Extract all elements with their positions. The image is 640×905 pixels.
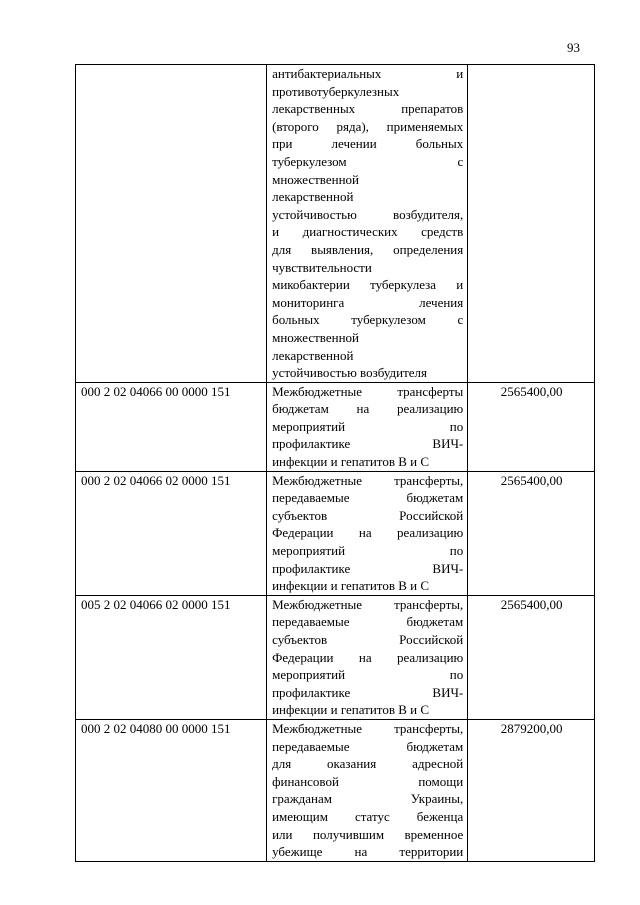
- description-line: устойчивостью возбудителя: [272, 365, 428, 381]
- description-line: мониторинга лечения: [272, 294, 464, 310]
- description-line: профилактике ВИЧ-: [272, 560, 464, 576]
- description-line: финансовой помощи: [272, 773, 464, 789]
- description-line: лекарственной: [272, 189, 354, 205]
- description-line: мероприятий по: [272, 543, 464, 559]
- description-line: противотуберкулезных: [272, 83, 400, 99]
- description-line: для оказания адресной: [272, 756, 464, 772]
- description-line: Федерации на реализацию: [272, 525, 464, 541]
- description-line: инфекции и гепатитов В и С: [272, 578, 430, 594]
- budget-classification-code: 005 2 02 04066 02 0000 151: [76, 595, 267, 719]
- description-line: лекарственной: [272, 347, 354, 363]
- description-line: и диагностических средств: [272, 224, 464, 240]
- description-line: бюджетам на реализацию: [272, 401, 464, 417]
- amount-value: 2565400,00: [468, 382, 595, 471]
- amount-value: [468, 65, 595, 383]
- description-line: передаваемые бюджетам: [272, 738, 464, 754]
- description-line: передаваемые бюджетам: [272, 490, 464, 506]
- description-line: (второго ряда), применяемых: [272, 118, 464, 134]
- table-row: [76, 65, 595, 383]
- description-line: больных туберкулезом с: [272, 312, 464, 328]
- table-row: [76, 595, 595, 719]
- description-line: субъектов Российской: [272, 507, 464, 523]
- budget-classification-code: 000 2 02 04066 00 0000 151: [76, 382, 267, 471]
- revenue-description: [267, 65, 468, 383]
- description-line: множественной: [272, 329, 360, 345]
- budget-revenue-table: [75, 64, 595, 862]
- budget-classification-code: 000 2 02 04080 00 0000 151: [76, 719, 267, 861]
- description-line: множественной: [272, 171, 360, 187]
- description-line: устойчивостью возбудителя,: [272, 206, 464, 222]
- description-line: субъектов Российской: [272, 632, 464, 647]
- description-line: мероприятий по: [272, 667, 464, 683]
- description-line: имеющим статус беженца: [272, 808, 464, 824]
- description-line: лекарственных препаратов: [272, 101, 464, 117]
- description-line: туберкулезом с: [272, 153, 464, 169]
- revenue-description: [267, 719, 468, 861]
- description-line: для выявления, определения: [272, 241, 464, 257]
- page-number: 93: [567, 40, 580, 55]
- description-line: Межбюджетные трансферты,: [272, 720, 464, 736]
- amount-value: 2879200,00: [468, 719, 595, 861]
- amount-value: 2565400,00: [468, 595, 595, 719]
- budget-classification-code: [76, 65, 267, 383]
- revenue-description: [267, 471, 468, 595]
- budget-classification-code: 000 2 02 04066 02 0000 151: [76, 471, 267, 595]
- description-line: гражданам Украины,: [272, 791, 464, 807]
- description-line: Федерации на реализацию: [272, 649, 464, 665]
- revenue-description: [267, 382, 468, 471]
- description-line: инфекции и гепатитов В и С: [272, 702, 430, 718]
- description-line: профилактике ВИЧ-: [272, 436, 464, 452]
- description-line: передаваемые бюджетам: [272, 614, 464, 630]
- description-line: инфекции и гепатитов В и С: [272, 454, 430, 470]
- amount-value: 2565400,00: [468, 471, 595, 595]
- description-line: чувствительности: [272, 259, 372, 275]
- description-line: при лечении больных: [272, 136, 464, 152]
- description-line: микобактерии туберкулеза и: [272, 277, 464, 293]
- description-line: мероприятий по: [272, 418, 464, 434]
- table-row: [76, 719, 595, 861]
- description-line: или получившим временное: [272, 826, 464, 842]
- description-line: Межбюджетные трансферты: [272, 383, 464, 399]
- description-line: профилактике ВИЧ-: [272, 684, 464, 700]
- description-line: антибактериальных и: [272, 66, 464, 81]
- revenue-description: [267, 595, 468, 719]
- table-row: [76, 382, 595, 471]
- description-line: Межбюджетные трансферты,: [272, 472, 464, 488]
- description-line: убежище на территории: [272, 844, 464, 860]
- description-line: Межбюджетные трансферты,: [272, 596, 464, 612]
- table-row: [76, 471, 595, 595]
